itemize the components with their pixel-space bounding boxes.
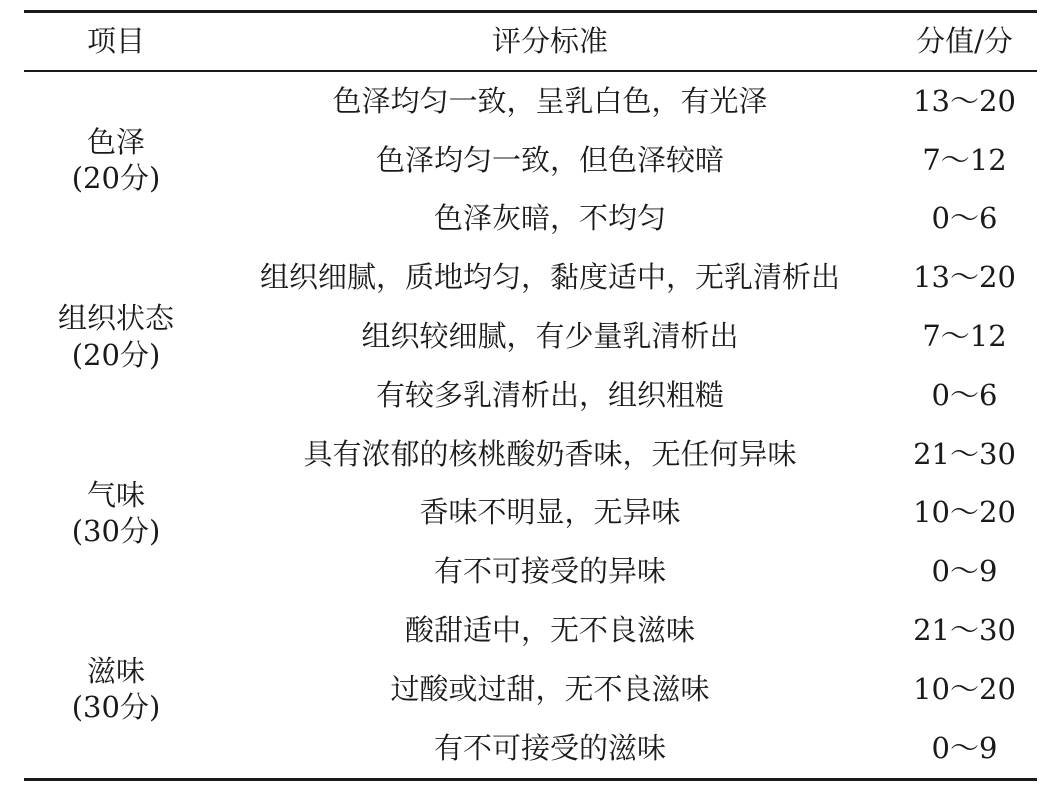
table-row [24, 248, 1037, 307]
criteria-cell: 具有浓郁的核桃酸奶香味，无任何异味 [303, 436, 797, 471]
criteria-cell: 色泽均匀一致，但色泽较暗 [375, 142, 724, 177]
item-cell [24, 248, 208, 424]
header-item: 项目 [86, 24, 145, 58]
item-name: 色泽 [86, 124, 145, 159]
score-cell: 21～30 [913, 436, 1016, 471]
score-cell: 13～20 [913, 83, 1016, 118]
criteria-cell: 酸甜适中，无不良滋味 [404, 613, 695, 648]
sensory-scoring-table [24, 10, 1037, 781]
criteria-cell: 组织较细腻，有少量乳清析出 [361, 319, 739, 354]
criteria-cell: 有较多乳清析出，组织粗糙 [375, 377, 724, 412]
score-cell: 0～9 [931, 730, 998, 765]
item-cell [24, 71, 208, 248]
scoring-table-container [24, 10, 1037, 781]
item-points: (30分) [71, 690, 161, 725]
score-cell: 0～6 [931, 377, 998, 412]
criteria-cell: 色泽均匀一致，呈乳白色，有光泽 [332, 83, 768, 118]
criteria-cell: 色泽灰暗，不均匀 [433, 201, 666, 236]
criteria-cell: 组织细腻，质地均匀，黏度适中，无乳清析出 [259, 260, 840, 295]
item-cell [24, 425, 208, 601]
score-cell: 7～12 [922, 142, 1007, 177]
item-name: 组织状态 [57, 301, 174, 336]
criteria-cell: 有不可接受的异味 [433, 554, 666, 589]
table-header [24, 12, 1037, 72]
item-points: (30分) [71, 513, 161, 548]
table-row [24, 601, 1037, 660]
header-score: 分值/分 [916, 24, 1013, 58]
criteria-cell: 过酸或过甜，无不良滋味 [390, 671, 710, 706]
table-body [24, 71, 1037, 779]
criteria-cell: 有不可接受的滋味 [433, 730, 666, 765]
header-criteria: 评分标准 [491, 24, 608, 58]
item-cell [24, 601, 208, 779]
score-cell: 13～20 [913, 260, 1016, 295]
criteria-cell: 香味不明显，无异味 [419, 495, 681, 530]
item-points: (20分) [71, 161, 161, 196]
item-points: (20分) [71, 337, 161, 372]
score-cell: 21～30 [913, 613, 1016, 648]
table-row [24, 71, 1037, 131]
header-row [24, 12, 1037, 72]
score-cell: 0～6 [931, 201, 998, 236]
score-cell: 7～12 [922, 319, 1007, 354]
score-cell: 10～20 [913, 495, 1016, 530]
score-cell: 10～20 [913, 671, 1016, 706]
score-cell: 0～9 [931, 554, 998, 589]
item-name: 气味 [86, 477, 145, 512]
item-name: 滋味 [86, 654, 145, 689]
table-row [24, 425, 1037, 484]
